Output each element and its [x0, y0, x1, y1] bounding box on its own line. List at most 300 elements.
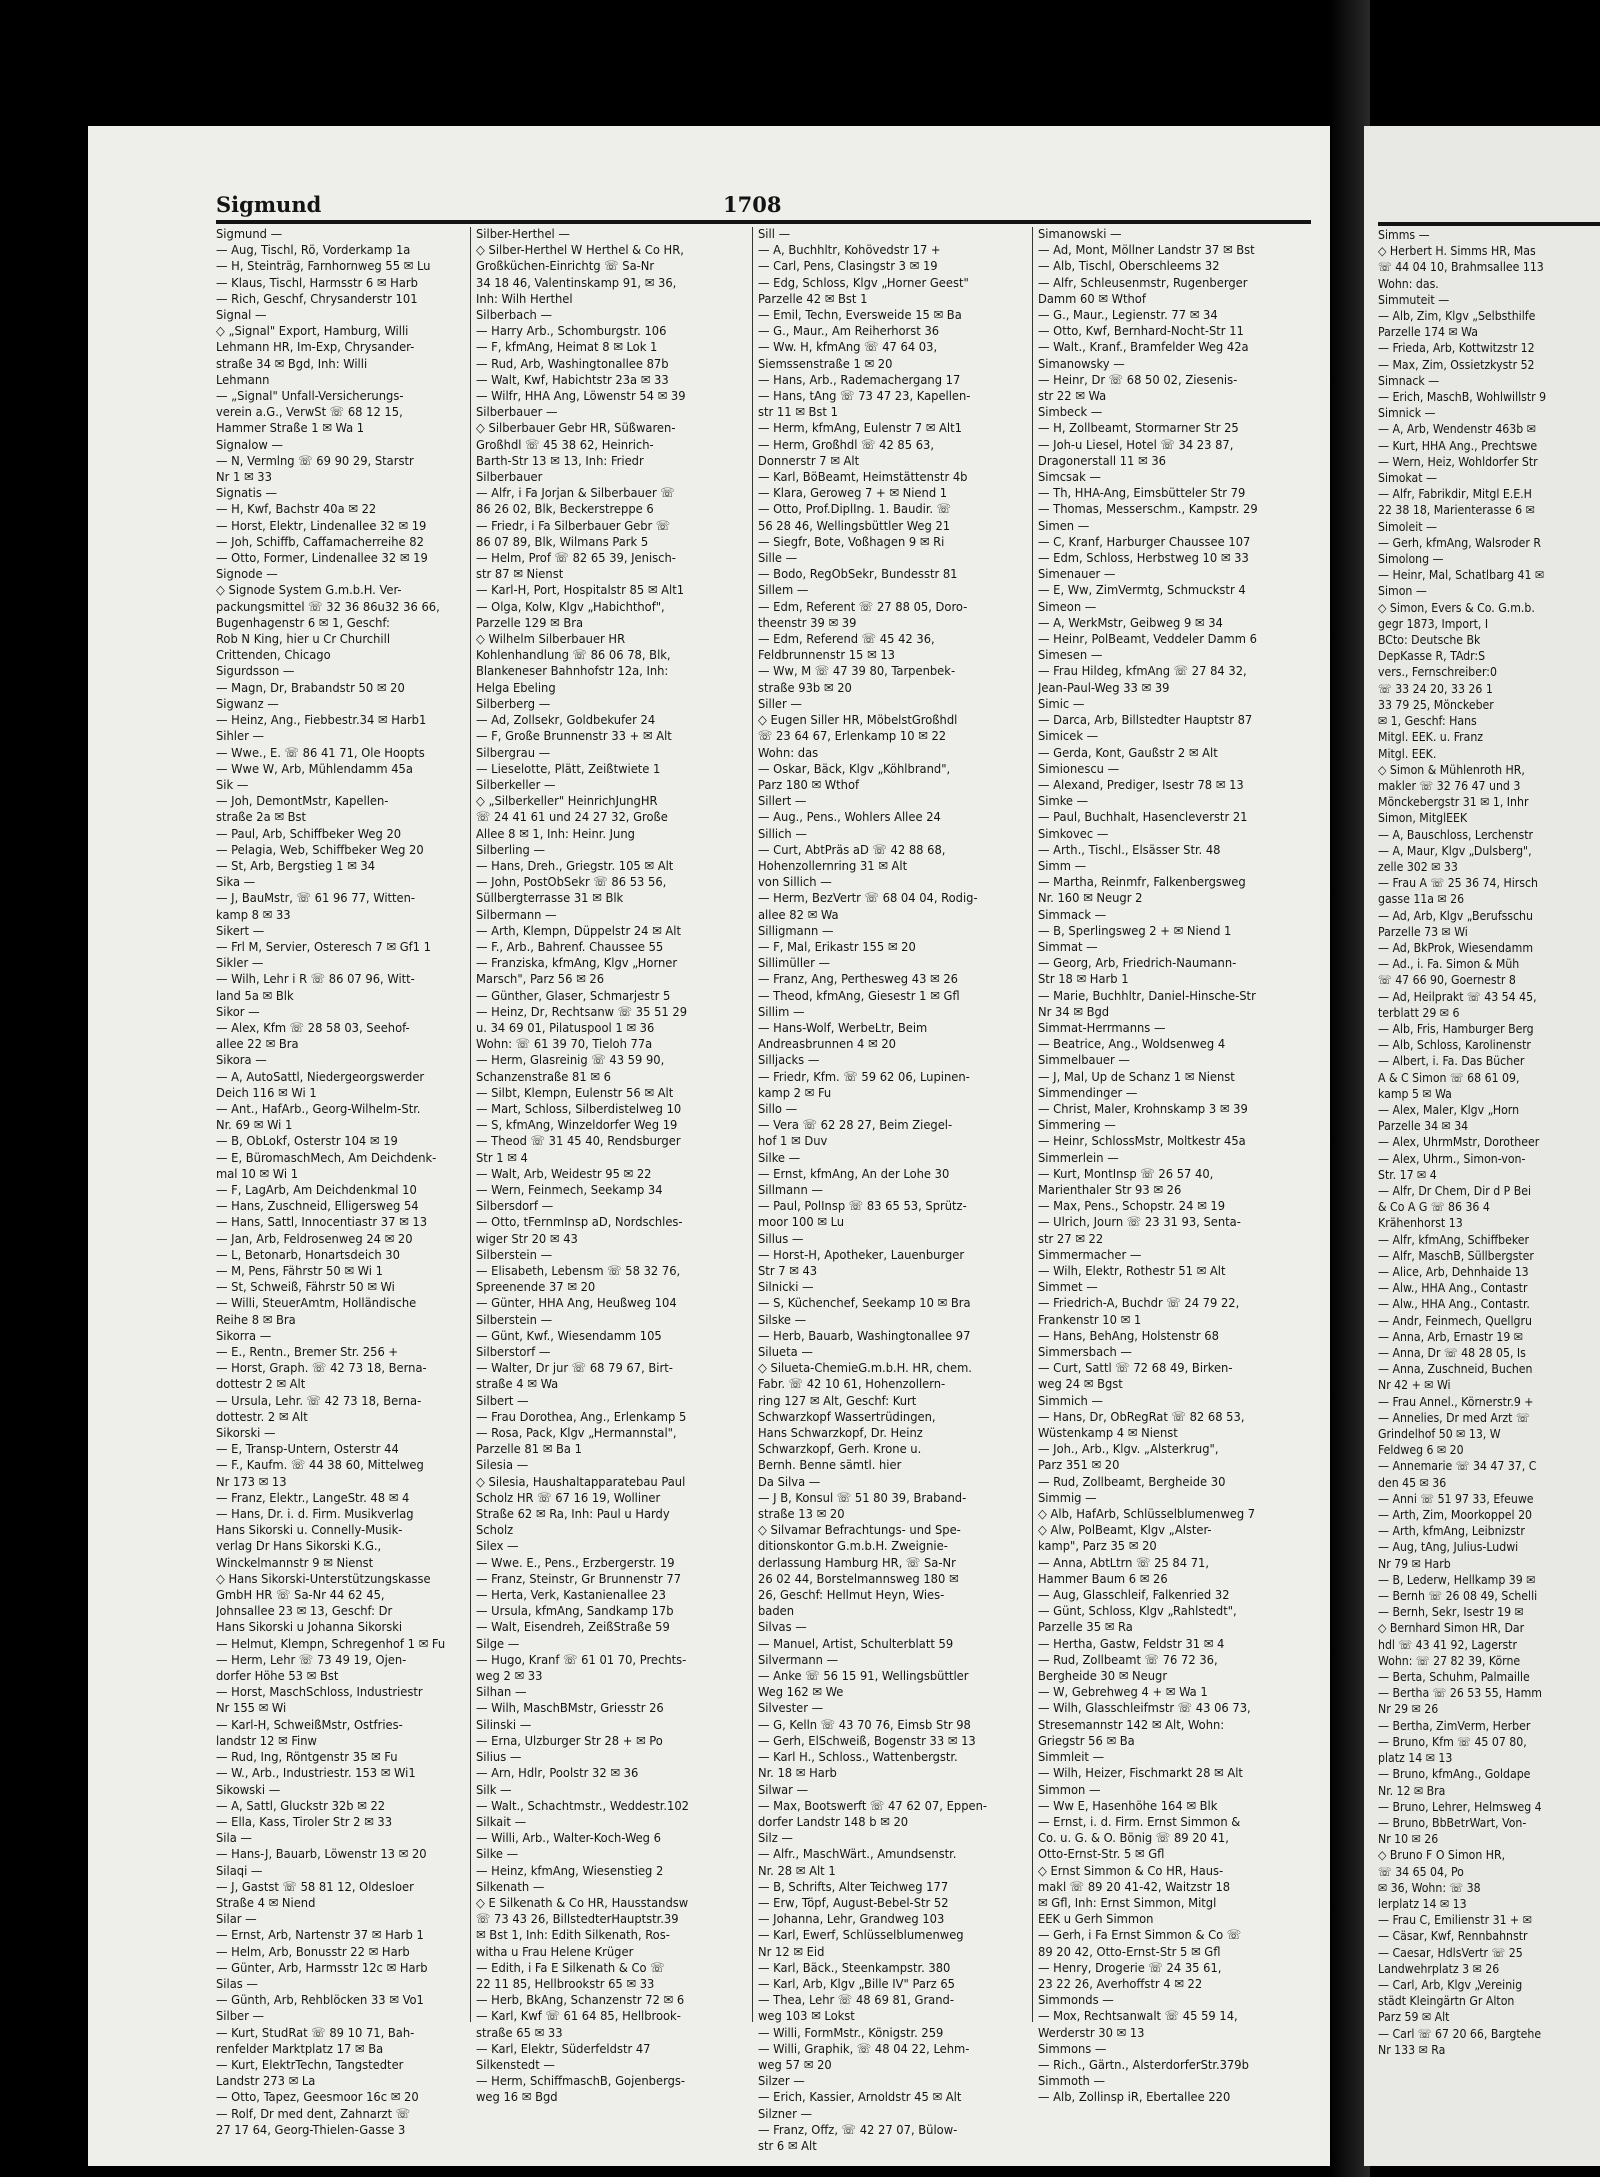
directory-line: Siller — [758, 696, 802, 712]
directory-line: — Hans, Zuschneid, Elligersweg 54 [216, 1199, 419, 1215]
directory-line: Silhan — [476, 1685, 527, 1701]
directory-line: — Karl-H, Port, Hospitalstr 85 ✉ Alt1 [476, 583, 685, 599]
directory-line: ◇ Alw, PolBeamt, Klgv „Alster- [1038, 1523, 1212, 1539]
directory-line: Da Silva — [758, 1474, 821, 1490]
directory-line: — Martha, Reinmfr, Falkenbergsweg [1038, 875, 1246, 891]
directory-line: — Herm, Glasreinig ☏ 43 59 90, [476, 1053, 665, 1069]
directory-line: — Harry Arb., Schomburgstr. 106 [476, 324, 667, 340]
directory-line: derlassung Hamburg HR, ☏ Sa-Nr [758, 1555, 956, 1571]
directory-line: — Ulrich, Journ ☏ 23 31 93, Senta- [1038, 1215, 1241, 1231]
directory-line: Frankenstr 10 ✉ 1 [1038, 1312, 1142, 1328]
directory-line: — Gerda, Kont, Gaußstr 2 ✉ Alt [1038, 745, 1218, 761]
directory-line: Schanzenstraße 81 ✉ 6 [476, 1069, 611, 1085]
directory-line: 26 02 44, Borstelmannsweg 180 ✉ [758, 1571, 959, 1587]
directory-line: — Ella, Kass, Tiroler Str 2 ✉ 33 [216, 1814, 393, 1830]
directory-line: — F, Mal, Erikastr 155 ✉ 20 [758, 939, 916, 955]
directory-line: Silex — [476, 1539, 519, 1555]
directory-line: — Ad, Heilprakt ☏ 43 54 45, [1378, 989, 1537, 1004]
directory-line: — Heinz, Ang., Fiebbestr.34 ✉ Harb1 [216, 713, 427, 729]
directory-line: Simmering — [1038, 1118, 1116, 1134]
directory-line: Weg 162 ✉ We [758, 1685, 844, 1701]
directory-line: Silwar — [758, 1782, 809, 1798]
directory-line: — Edm, Schloss, Herbstweg 10 ✉ 33 [1038, 551, 1249, 567]
directory-line: straße 13 ✉ 20 [758, 1507, 845, 1523]
directory-line: witha u Frau Helene Krüger [476, 1944, 634, 1960]
directory-line: Parzelle 73 ✉ Wi [1378, 924, 1468, 939]
directory-line: Sihler — [216, 729, 264, 745]
directory-line: Werderstr 30 ✉ 13 [1038, 2025, 1145, 2041]
directory-line: Silberkeller — [476, 777, 556, 793]
directory-line: Simon, MitglEEK [1378, 811, 1468, 826]
directory-line: Stresemannstr 142 ✉ Alt, Wohn: [1038, 1717, 1225, 1733]
directory-line: Lehmann HR, Im-Exp, Chrysander- [216, 340, 415, 356]
directory-line: ◇ Silberbauer Gebr HR, Süßwaren- [476, 421, 676, 437]
directory-line: ◇ Eugen Siller HR, MöbelstGroßhdl [758, 713, 958, 729]
directory-line: Simmleit — [1038, 1750, 1105, 1766]
directory-line: — Wern, Feinmech, Seekamp 34 [476, 1182, 663, 1198]
directory-line: Sika — [216, 875, 256, 891]
directory-line: — Anna, Arb, Ernastr 19 ✉ [1378, 1329, 1523, 1344]
directory-line: — Hans, Dr, ObRegRat ☏ 82 68 53, [1038, 1409, 1245, 1425]
directory-line: Simmig — [1038, 1490, 1097, 1506]
directory-line: Crittenden, Chicago [216, 648, 331, 664]
directory-line: Mitgl. EEK. u. Franz [1378, 730, 1484, 745]
directory-line: Sillimüller — [758, 956, 831, 972]
directory-line: Otto-Ernst-Str. 5 ✉ Gfl [1038, 1847, 1165, 1863]
directory-line: — Günter, HHA Ang, Heußweg 104 [476, 1296, 677, 1312]
directory-line: — Hans-J, Bauarb, Löwenstr 13 ✉ 20 [216, 1847, 427, 1863]
directory-line: — S, Küchenchef, Seekamp 10 ✉ Bra [758, 1296, 971, 1312]
directory-line: — Edm, Referend ☏ 45 42 36, [758, 632, 935, 648]
directory-line: — E, Transp-Untern, Osterstr 44 [216, 1442, 399, 1458]
directory-line: — Aug., Pens., Wohlers Allee 24 [758, 810, 941, 826]
directory-line: Str 18 ✉ Harb 1 [1038, 972, 1129, 988]
directory-line: — Bruno, kfmAng., Goldape [1378, 1767, 1531, 1782]
directory-line: — Helm, Prof ☏ 82 65 39, Jenisch- [476, 551, 676, 567]
directory-line: — Cäsar, Kwf, Rennbahnstr [1378, 1929, 1528, 1944]
directory-line: — G., Maur., Am Reiherhorst 36 [758, 324, 940, 340]
directory-line: verlag Dr Hans Sikorski K.G., [216, 1539, 382, 1555]
directory-line: — Ant., HafArb., Georg-Wilhelm-Str. [216, 1101, 421, 1117]
directory-line: — Otto, Former, Lindenallee 32 ✉ 19 [216, 551, 428, 567]
directory-line: — Alb, Schloss, Karolinenstr [1378, 1038, 1531, 1053]
directory-line: — Günth, Arb, Rehblöcken 33 ✉ Vo1 [216, 1993, 424, 2009]
directory-line: — Wilh, Glasschleifmstr ☏ 43 06 73, [1038, 1701, 1251, 1717]
directory-line: baden [758, 1604, 795, 1620]
directory-line: 86 26 02, Blk, Beckerstreppe 6 [476, 502, 654, 518]
directory-line: — J, Mal, Up de Schanz 1 ✉ Nienst [1038, 1069, 1235, 1085]
directory-line: straße 4 ✉ Wa [476, 1377, 559, 1393]
directory-line: Barth-Str 13 ✉ 13, Inh: Friedr [476, 453, 644, 469]
directory-line: dottestr 2 ✉ Alt [216, 1377, 306, 1393]
directory-line: Silzner — [758, 2106, 813, 2122]
directory-line: — H, Steinträg, Farnhornweg 55 ✉ Lu [216, 259, 431, 275]
directory-line: — Frieda, Arb, Kottwitzstr 12 [1378, 341, 1535, 356]
directory-line: — Hans-Wolf, WerbeLtr, Beim [758, 1020, 928, 1036]
directory-line: — Franziska, kfmAng, Klgv „Horner [476, 956, 678, 972]
directory-line: ◇ E Silkenath & Co HR, Hausstandsw [476, 1895, 689, 1911]
directory-line: — Frau Annel., Körnerstr.9 + [1378, 1394, 1534, 1409]
directory-line: — F, LagArb, Am Deichdenkmal 10 [216, 1182, 417, 1198]
directory-line: ◇ Silber-Herthel W Herthel & Co HR, [476, 243, 684, 259]
directory-line: Silkenath — [476, 1879, 545, 1895]
directory-line: packungsmittel ☏ 32 36 86u32 36 66, [216, 599, 440, 615]
directory-line: Sillim — [758, 1004, 805, 1020]
directory-line: land 5a ✉ Blk [216, 988, 294, 1004]
directory-line: — Hans, tAng ☏ 73 47 23, Kapellen- [758, 389, 971, 405]
directory-line: ☏ 44 04 10, Brahmsallee 113 [1378, 260, 1544, 275]
directory-line: str 6 ✉ Alt [758, 2138, 817, 2154]
directory-line: — Wilh, Elektr, Rothestr 51 ✉ Alt [1038, 1264, 1226, 1279]
running-head [216, 192, 1311, 216]
directory-line: Sillo — [758, 1101, 798, 1117]
directory-line: — Thea, Lehr ☏ 48 69 81, Grand- [758, 1993, 954, 2009]
directory-line: — Hans, Dreh., Griegstr. 105 ✉ Alt [476, 858, 674, 874]
directory-line: — Walt., Kranf., Bramfelder Weg 42a [1038, 340, 1249, 356]
directory-line: Silius — [476, 1750, 522, 1766]
directory-line: — Wwe. E., Pens., Erzbergerstr. 19 [476, 1555, 675, 1571]
directory-line: — Aug, tAng, Julius-Ludwi [1378, 1540, 1519, 1555]
directory-line: Straße 4 ✉ Niend [216, 1895, 316, 1911]
directory-line: Silberbauer [476, 470, 543, 486]
directory-line: Siemssenstraße 1 ✉ 20 [758, 356, 893, 372]
directory-line: — G., Maur., Legienstr. 77 ✉ 34 [1038, 308, 1218, 324]
directory-line: Nr. 69 ✉ Wi 1 [216, 1118, 293, 1134]
directory-line: Simmons — [1038, 2041, 1107, 2057]
directory-line: Nr. 28 ✉ Alt 1 [758, 1863, 836, 1879]
directory-line: u. 34 69 01, Pilatuspool 1 ✉ 36 [476, 1020, 655, 1036]
directory-line: Mitgl. EEK. [1378, 746, 1437, 761]
directory-line: ◇ Signode System G.m.b.H. Ver- [216, 583, 402, 599]
directory-line: — Karl, Kwf ☏ 61 64 85, Hellbrook- [476, 2009, 681, 2025]
directory-line: — Willi, SteuerAmtm, Holländische [216, 1296, 417, 1312]
directory-line: Silueta — [758, 1345, 813, 1361]
directory-line: ☏ 24 41 61 und 24 27 32, Große [476, 810, 668, 826]
directory-line: — Herb, BkAng, Schanzenstr 72 ✉ 6 [476, 1993, 685, 2009]
directory-line: Str 7 ✉ 43 [758, 1264, 818, 1279]
directory-line: Krähenhorst 13 [1378, 1216, 1463, 1231]
directory-line: Silas — [216, 1976, 258, 1992]
directory-line: — Georg, Arb, Friedrich-Naumann- [1038, 956, 1237, 972]
directory-line: — Frau A ☏ 25 36 74, Hirsch [1378, 876, 1538, 891]
directory-line: — F., Kaufm. ☏ 44 38 60, Mittelweg [216, 1458, 424, 1474]
directory-line: — Bruno, BbBetrWart, Von- [1378, 1815, 1527, 1830]
directory-line: — Theod ☏ 31 45 40, Rendsburger [476, 1134, 681, 1150]
directory-line: — Ursula, kfmAng, Sandkamp 17b [476, 1604, 674, 1620]
directory-line: Scholz [476, 1523, 514, 1539]
directory-line: ☏ 33 24 20, 33 26 1 [1378, 681, 1493, 696]
directory-line: — Friedrich-A, Buchdr ☏ 24 79 22, [1038, 1296, 1240, 1312]
directory-line: — Beatrice, Ang., Woldsenweg 4 [1038, 1037, 1226, 1053]
directory-line: Feldbrunnenstr 15 ✉ 13 [758, 648, 895, 664]
directory-line: Simmendinger — [1038, 1085, 1138, 1101]
directory-line: GmbH HR ☏ Sa-Nr 44 62 45, [216, 1588, 385, 1604]
directory-line: Simnick — [1378, 406, 1436, 421]
directory-line: — Carl ☏ 67 20 66, Bargtehe [1378, 2026, 1542, 2041]
directory-line: EEK u Gerh Simmon [1038, 1912, 1154, 1928]
directory-line: — Erich, Kassier, Arnoldstr 45 ✉ Alt [758, 2090, 962, 2106]
directory-line: — Rud, Zollbeamt ☏ 76 72 36, [1038, 1652, 1218, 1668]
directory-line: — B, ObLokf, Osterstr 104 ✉ 19 [216, 1134, 398, 1150]
directory-line: — Walt, Kwf, Habichtstr 23a ✉ 33 [476, 372, 669, 388]
facing-page-column [1378, 227, 1600, 2058]
directory-line: Sillert — [758, 794, 807, 810]
directory-line: — Frau C, Emilienstr 31 + ✉ [1378, 1913, 1532, 1928]
directory-line: — Alfr, Dr Chem, Dir d P Bei [1378, 1183, 1532, 1198]
directory-line: — Franz, Steinstr, Gr Brunnenstr 77 [476, 1571, 682, 1587]
directory-line: Simmerlein — [1038, 1150, 1119, 1166]
directory-line: Hans Sikorski u Johanna Sikorski [216, 1620, 403, 1636]
directory-line: 89 20 42, Otto-Ernst-Str 5 ✉ Gfl [1038, 1944, 1221, 1960]
directory-line: — F, Große Brunnenstr 33 + ✉ Alt [476, 729, 672, 745]
directory-line: Simanowski — [1038, 227, 1122, 242]
directory-line: Donnerstr 7 ✉ Alt [758, 453, 860, 469]
directory-line: — Alb, Zim, Klgv „Selbsthilfe [1378, 309, 1536, 324]
directory-line: ◇ Silvamar Befrachtungs- und Spe- [758, 1523, 961, 1539]
directory-line: dorfer Landstr 148 b ✉ 20 [758, 1814, 909, 1830]
directory-line: Simmersbach — [1038, 1345, 1132, 1361]
directory-line: — Wilh, MaschBMstr, Griesstr 26 [476, 1701, 664, 1717]
column-2 [476, 227, 748, 2107]
directory-line: Sik — [216, 777, 249, 793]
directory-line: ◇ „Silberkeller" HeinrichJungHR [476, 794, 658, 810]
directory-line: Silber — [216, 2009, 265, 2025]
directory-line: — Wilh, Lehr i R ☏ 86 07 96, Witt- [216, 972, 415, 988]
directory-line: Simeon — [1038, 599, 1097, 615]
directory-line: Simms — [1378, 228, 1430, 242]
directory-line: Winckelmannstr 9 ✉ Nienst [216, 1555, 374, 1571]
directory-line: Signatis — [216, 486, 278, 502]
directory-line: — Arth, Klempn, Düppelstr 24 ✉ Alt [476, 923, 682, 939]
directory-line: makler ☏ 32 76 47 und 3 [1378, 778, 1521, 793]
directory-line: Simmon — [1038, 1782, 1101, 1798]
directory-line: Schwarzkopf, Gerh. Krone u. [758, 1442, 922, 1458]
directory-line: Sigurdsson — [216, 664, 295, 680]
directory-line: — Kurt, ElektrTechn, Tangstedter [216, 2057, 404, 2073]
directory-line: Andreasbrunnen 4 ✉ 20 [758, 1037, 896, 1053]
directory-line: — Max, Pens., Schopstr. 24 ✉ 19 [1038, 1199, 1226, 1215]
directory-line: Hohenzollernring 31 ✉ Alt [758, 858, 908, 874]
directory-line: ✉ 1, Geschf: Hans [1378, 714, 1477, 729]
directory-line: — Annelies, Dr med Arzt ☏ [1378, 1410, 1530, 1425]
directory-line: — Karl-H, SchweißMstr, Ostfries- [216, 1717, 403, 1733]
directory-line: — Rich, Geschf, Chrysanderstr 101 [216, 291, 418, 307]
directory-line: — Anke ☏ 56 15 91, Wellingsbüttler [758, 1669, 969, 1685]
directory-line: Sigwanz — [216, 696, 279, 712]
directory-line: — Kurt, HHA Ang., Prechtswe [1378, 438, 1538, 453]
directory-line: weg 57 ✉ 20 [758, 2057, 832, 2073]
directory-line: Silnicki — [758, 1280, 814, 1296]
directory-line: Sillich — [758, 826, 807, 842]
directory-line: ☏ 47 66 90, Goernestr 8 [1378, 973, 1516, 988]
directory-line: Nr 10 ✉ 26 [1378, 1832, 1439, 1847]
directory-line: — Franz, Elektr., LangeStr. 48 ✉ 4 [216, 1490, 410, 1506]
directory-line: — Klara, Geroweg 7 + ✉ Niend 1 [758, 486, 948, 502]
directory-line: — W, Gebrehweg 4 + ✉ Wa 1 [1038, 1685, 1208, 1701]
directory-line: — Arn, Hdlr, Poolstr 32 ✉ 36 [476, 1766, 639, 1782]
directory-line: — Hans, Dr. i. d. Firm. Musikverlag [216, 1507, 414, 1523]
directory-line: — Franz, Ang, Perthesweg 43 ✉ 26 [758, 972, 959, 988]
directory-line: — Ww. H, kfmAng ☏ 47 64 03, [758, 340, 938, 356]
directory-line: makl ☏ 89 20 41-42, Waitzstr 18 [1038, 1879, 1231, 1895]
directory-line: — Herm, Großhdl ☏ 42 85 63, [758, 437, 935, 453]
directory-line: — B, Schrifts, Alter Teichweg 177 [758, 1879, 949, 1895]
directory-line: ◇ Herbert H. Simms HR, Mas [1378, 244, 1536, 259]
directory-line: theenstr 39 ✉ 39 [758, 615, 857, 631]
directory-line: — Günther, Glaser, Schmarjestr 5 [476, 988, 671, 1004]
directory-line: — Heinr, Dr ☏ 68 50 02, Ziesenis- [1038, 372, 1238, 388]
directory-line: str 87 ✉ Nienst [476, 567, 564, 583]
directory-line: 26, Geschf: Hellmut Heyn, Wies- [758, 1588, 945, 1604]
directory-line: — Alfr., MaschWärt., Amundsenstr. [758, 1847, 957, 1863]
directory-line: — Siegfr, Bote, Voßhagen 9 ✉ Ri [758, 534, 945, 550]
directory-line: Sillmann — [758, 1182, 823, 1198]
directory-line: Signal — [216, 308, 267, 324]
directory-line: — Magn, Dr, Brabandstr 50 ✉ 20 [216, 680, 405, 696]
directory-line: 27 17 64, Georg-Thielen-Gasse 3 [216, 2122, 406, 2138]
directory-line: — Johanna, Lehr, Grandweg 103 [758, 1912, 945, 1928]
directory-line: — Th, HHA-Ang, Eimsbütteler Str 79 [1038, 486, 1246, 502]
directory-line: — Ernst, i. d. Firm. Ernst Simmon & [1038, 1814, 1241, 1830]
directory-line: Hammer Straße 1 ✉ Wa 1 [216, 421, 365, 437]
directory-line: renfelder Marktplatz 17 ✉ Ba [216, 2041, 384, 2057]
directory-line: Griegstr 56 ✉ Ba [1038, 1733, 1135, 1749]
directory-line: ✉ Gfl, Inh: Ernst Simmon, Mitgl [1038, 1895, 1217, 1911]
directory-line: Parzelle 34 ✉ 34 [1378, 1119, 1469, 1134]
directory-line: — Walt, Eisendreh, ZeißStraße 59 [476, 1620, 670, 1636]
directory-line: — Curt, Sattl ☏ 72 68 49, Birken- [1038, 1361, 1233, 1377]
directory-line: — Alex, Maler, Klgv „Horn [1378, 1102, 1520, 1117]
directory-line: Simmet — [1038, 1280, 1098, 1296]
directory-line: — Alfr, MaschB, Süllbergster [1378, 1248, 1534, 1263]
directory-line: wiger Str 20 ✉ 43 [476, 1231, 578, 1247]
directory-line: Blankeneser Bahnhofstr 12a, Inh: [476, 664, 669, 680]
directory-line: — J, BauMstr, ☏ 61 96 77, Witten- [216, 891, 416, 907]
directory-line: — Mart, Schloss, Silberdistelweg 10 [476, 1101, 682, 1117]
directory-line: Wohn: das. [1378, 276, 1439, 291]
directory-line: — E, BüromaschMech, Am Deichdenk- [216, 1150, 437, 1166]
directory-line: Silske — [758, 1312, 807, 1328]
directory-line: — Otto, tFernmInsp aD, Nordschles- [476, 1215, 683, 1231]
directory-line: — „Signal" Unfall-Versicherungs- [216, 389, 404, 405]
directory-line: ◇ „Signal" Export, Hamburg, Willi [216, 324, 409, 340]
directory-line: — Günt, Kwf., Wiesendamm 105 [476, 1328, 662, 1344]
directory-line: — Bertha ☏ 26 53 55, Hamm [1378, 1686, 1542, 1701]
directory-line: — Willi, Graphik, ☏ 48 04 22, Lehm- [758, 2041, 970, 2057]
directory-line: — Horst, Elektr, Lindenallee 32 ✉ 19 [216, 518, 427, 534]
directory-line: kamp 5 ✉ Wa [1378, 1086, 1452, 1101]
directory-line: — W., Arb., Industriestr. 153 ✉ Wi1 [216, 1766, 416, 1782]
directory-line: Signode — [216, 567, 278, 583]
directory-line: Silinski — [476, 1717, 532, 1733]
directory-line: — Günt, Schloss, Klgv „Rahlstedt", [1038, 1604, 1237, 1620]
directory-line: Feldweg 6 ✉ 20 [1378, 1443, 1464, 1458]
directory-line: — Alb, Zollinsp iR, Ebertallee 220 [1038, 2090, 1231, 2106]
directory-line: Simmuteit — [1378, 292, 1450, 307]
directory-line: — Henry, Drogerie ☏ 24 35 61, [1038, 1960, 1222, 1976]
directory-line: terblatt 29 ✉ 6 [1378, 1005, 1460, 1020]
directory-line: str 22 ✉ Wa [1038, 389, 1107, 405]
directory-line: — Edith, i Fa E Silkenath & Co ☏ [476, 1960, 665, 1976]
directory-line: — Wilh, Heizer, Fischmarkt 28 ✉ Alt [1038, 1766, 1243, 1782]
directory-line: ✉ Bst 1, Inh: Edith Silkenath, Ros- [476, 1928, 670, 1944]
directory-line: ring 127 ✉ Alt, Geschf: Kurt [758, 1393, 917, 1409]
directory-line: — Carl, Pens, Clasingstr 3 ✉ 19 [758, 259, 938, 275]
directory-line: straße 34 ✉ Bgd, Inh: Willi [216, 356, 368, 372]
directory-line: Bergheide 30 ✉ Neugr [1038, 1669, 1168, 1685]
directory-line: Silberstorf — [476, 1345, 551, 1361]
directory-line: Parzelle 174 ✉ Wa [1378, 325, 1478, 340]
directory-line: Silke — [758, 1150, 801, 1166]
directory-line: Damm 60 ✉ Wthof [1038, 291, 1146, 307]
directory-line: — Olga, Kolw, Klgv „Habichthof", [476, 599, 665, 615]
directory-line: — A, AutoSattl, Niedergeorgswerder [216, 1069, 425, 1085]
directory-line: Co. u. G. & O. Bönig ☏ 89 20 41, [1038, 1831, 1229, 1847]
directory-line: — Walter, Dr jur ☏ 68 79 67, Birt- [476, 1361, 673, 1377]
directory-line: Reihe 8 ✉ Bra [216, 1312, 296, 1328]
directory-line: — Arth, kfmAng, Leibnizstr [1378, 1524, 1525, 1539]
directory-line: — Wwe W, Arb, Mühlendamm 45a [216, 761, 413, 777]
directory-line: mal 10 ✉ Wi 1 [216, 1166, 299, 1182]
directory-line: — Herta, Verk, Kastanienallee 23 [476, 1588, 666, 1604]
directory-line: Hammer Baum 6 ✉ 26 [1038, 1571, 1168, 1587]
directory-line: — Rud, Arb, Washingtonallee 87b [476, 356, 669, 372]
directory-line: — Caesar, HdlsVertr ☏ 25 [1378, 1945, 1523, 1960]
directory-line: Großhdl ☏ 45 38 62, Heinrich- [476, 437, 654, 453]
directory-line: Silberstein — [476, 1247, 553, 1263]
directory-line: — Otto, Prof.DiplIng. 1. Baudir. ☏ [758, 502, 952, 518]
directory-line: — Ww, M ☏ 47 39 80, Tarpenbek- [758, 664, 956, 680]
directory-line: A & C Simon ☏ 68 61 09, [1378, 1070, 1520, 1085]
directory-line: ◇ Simon, Evers & Co. G.m.b. [1378, 600, 1535, 615]
directory-line: Rob N King, hier u Cr Churchill [216, 632, 391, 648]
directory-line: — Bernh ☏ 26 08 49, Schelli [1378, 1589, 1538, 1604]
directory-line: Simionescu — [1038, 761, 1120, 777]
directory-line: — Herm, SchiffmaschB, Gojenbergs- [476, 2074, 686, 2090]
directory-line: Sillem — [758, 583, 809, 599]
directory-line: — Karl, Elektr, Süderfeldstr 47 [476, 2041, 651, 2057]
directory-line: Simokat — [1378, 471, 1437, 486]
directory-line: — Aug, Tischl, Rö, Vorderkamp 1a [216, 243, 411, 259]
directory-line: ☏ 73 43 26, BillstedterHauptstr.39 [476, 1912, 679, 1928]
directory-line: — Rosa, Pack, Klgv „Hermannstal", [476, 1426, 677, 1442]
directory-line: — Paul, PolInsp ☏ 83 65 53, Sprütz- [758, 1199, 967, 1215]
directory-line: — Ernst, kfmAng, An der Lohe 30 [758, 1166, 950, 1182]
directory-line: — Wwe., E. ☏ 86 41 71, Ole Hoopts [216, 745, 425, 761]
directory-line: — Heinz, kfmAng, Wiesenstieg 2 [476, 1863, 664, 1879]
directory-line: Simoleit — [1378, 519, 1437, 534]
directory-line: kamp 8 ✉ 33 [216, 907, 291, 923]
directory-line: & Co A G ☏ 86 36 4 [1378, 1200, 1490, 1215]
directory-line: Wohn: ☏ 61 39 70, Tieloh 77a [476, 1037, 653, 1053]
directory-line: Nr. 160 ✉ Neugr 2 [1038, 891, 1143, 907]
directory-line: Sikowski — [216, 1782, 281, 1798]
directory-line: hdl ☏ 43 41 92, Lagerstr [1378, 1637, 1517, 1652]
directory-line: — Ursula, Lehr. ☏ 42 73 18, Berna- [216, 1393, 422, 1409]
directory-line: — Darca, Arb, Billstedter Hauptstr 87 [1038, 713, 1253, 729]
directory-line: Simmoth — [1038, 2074, 1105, 2090]
directory-line: Nr 79 ✉ Harb [1378, 1556, 1451, 1571]
directory-line: ◇ Ernst Simmon & Co HR, Haus- [1038, 1863, 1224, 1879]
directory-line: Helga Ebeling [476, 680, 556, 696]
directory-line: Silbermann — [476, 907, 557, 923]
directory-line: — Paul, Buchhalt, Hasencleverstr 21 [1038, 810, 1248, 826]
directory-line: — Alexand, Prediger, Isestr 78 ✉ 13 [1038, 777, 1244, 793]
directory-line: Simanowsky — [1038, 356, 1125, 372]
directory-line: str 11 ✉ Bst 1 [758, 405, 838, 421]
directory-line: — Willi, Arb., Walter-Koch-Weg 6 [476, 1831, 661, 1847]
directory-line: Simesen — [1038, 648, 1103, 664]
